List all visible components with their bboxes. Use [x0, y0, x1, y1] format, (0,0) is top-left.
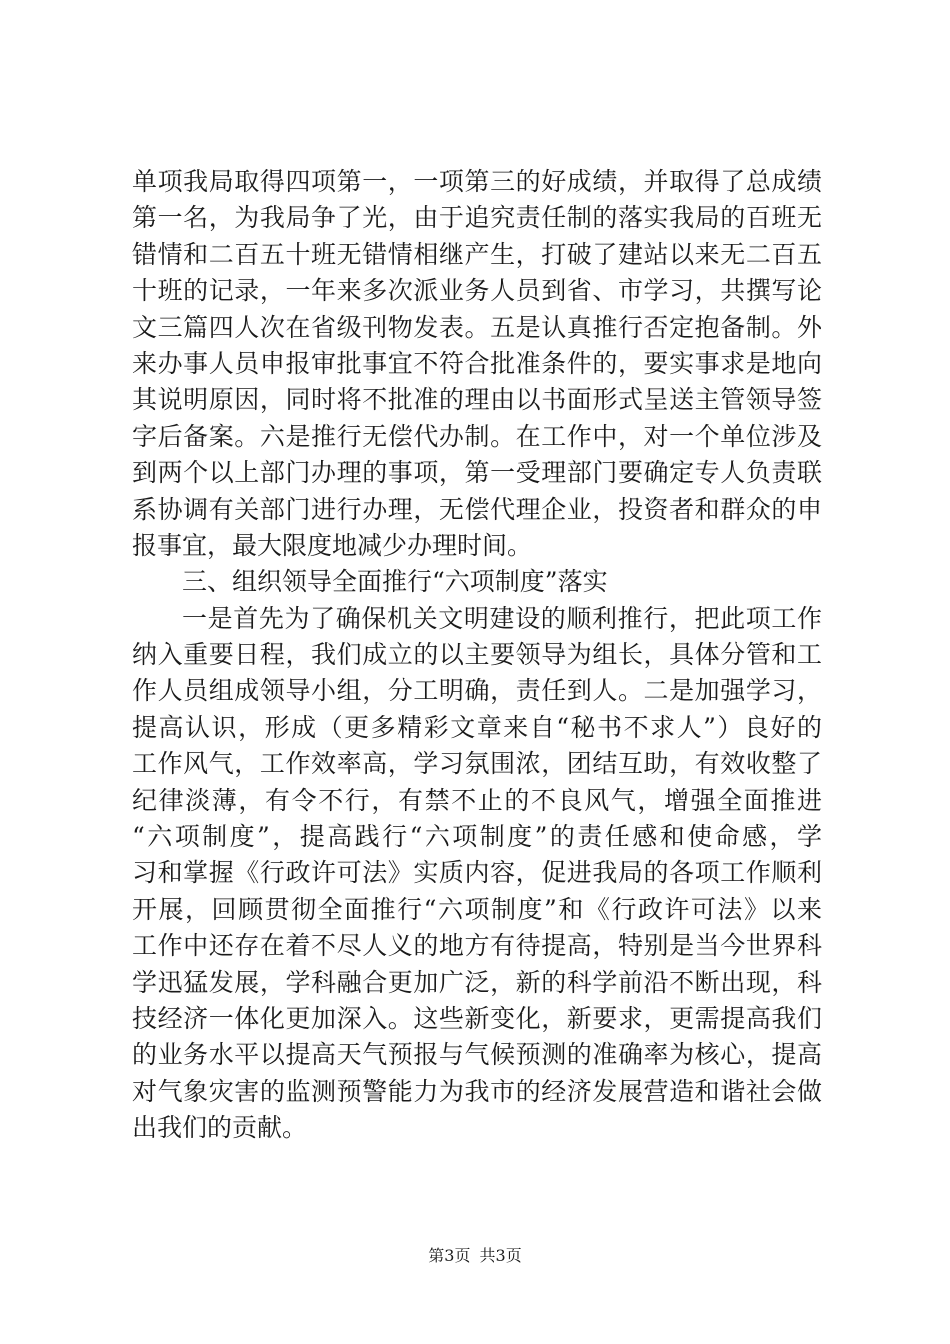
text-line: 纳入重要日程，我们成立的以主要领导为组长，具体分管和工	[132, 640, 822, 670]
text-line: 一是首先为了确保机关文明建设的顺利推行，把此项工作	[182, 603, 822, 633]
text-line: 到两个以上部门办理的事项，第一受理部门要确定专人负责联	[132, 458, 822, 488]
text-line: 对气象灾害的监测预警能力为我市的经济发展营造和谐社会做	[132, 1076, 822, 1106]
text-line: 纪律淡薄，有令不行，有禁不止的不良风气，增强全面推进	[132, 785, 822, 815]
body-text	[132, 164, 822, 1147]
text-line: 系协调有关部门进行办理，无偿代理企业，投资者和群众的申	[132, 494, 822, 524]
page-footer	[0, 1244, 950, 1268]
text-line: 其说明原因，同时将不批准的理由以书面形式呈送主管领导签	[132, 385, 822, 415]
page-number: 第3页	[428, 1246, 471, 1265]
text-line: 工作中还存在着不尽人义的地方有待提高，特别是当今世界科	[132, 931, 822, 961]
text-line: 单项我局取得四项第一，一项第三的好成绩，并取得了总成绩	[132, 167, 822, 196]
text-line: 工作风气，工作效率高，学习氛围浓，团结互助，有效收整了	[132, 749, 822, 779]
text-line: 提高认识，形成（更多精彩文章来自“秘书不求人”）良好的	[132, 712, 822, 742]
text-line: 技经济一体化更加深入。这些新变化，新要求，更需提高我们	[132, 1003, 822, 1033]
text-line: 出我们的贡献。	[132, 1113, 308, 1143]
text-line: 开展，回顾贯彻全面推行“六项制度”和《行政许可法》以来	[132, 894, 822, 924]
text-line: 习和掌握《行政许可法》实质内容，促进我局的各项工作顺利	[132, 858, 822, 888]
text-line: 错情和二百五十班无错情相继产生，打破了建站以来无二百五	[132, 239, 822, 269]
text-line: 作人员组成领导小组，分工明确，责任到人。二是加强学习，	[132, 676, 822, 706]
text-line: 来办事人员申报审批事宜不符合批准条件的，要实事求是地向	[132, 348, 822, 378]
text-line: 字后备案。六是推行无偿代办制。在工作中，对一个单位涉及	[132, 421, 822, 451]
page-total: 共3页	[479, 1246, 522, 1265]
text-line: 文三篇四人次在省级刊物发表。五是认真推行否定抱备制。外	[132, 312, 822, 342]
section-heading: 三、组织领导全面推行“六项制度”落实	[182, 567, 608, 597]
text-line: 十班的记录，一年来多次派业务人员到省、市学习，共撰写论	[132, 276, 822, 306]
text-line: 学迅猛发展，学科融合更加广泛，新的科学前沿不断出现，科	[132, 967, 822, 997]
text-line: “六项制度”，提高践行“六项制度”的责任感和使命感，学	[132, 822, 822, 852]
text-line: 第一名，为我局争了光，由于追究责任制的落实我局的百班无	[132, 203, 822, 233]
text-line: 的业务水平以提高天气预报与气候预测的准确率为核心，提高	[132, 1040, 822, 1070]
text-line: 报事宜，最大限度地减少办理时间。	[132, 530, 533, 560]
